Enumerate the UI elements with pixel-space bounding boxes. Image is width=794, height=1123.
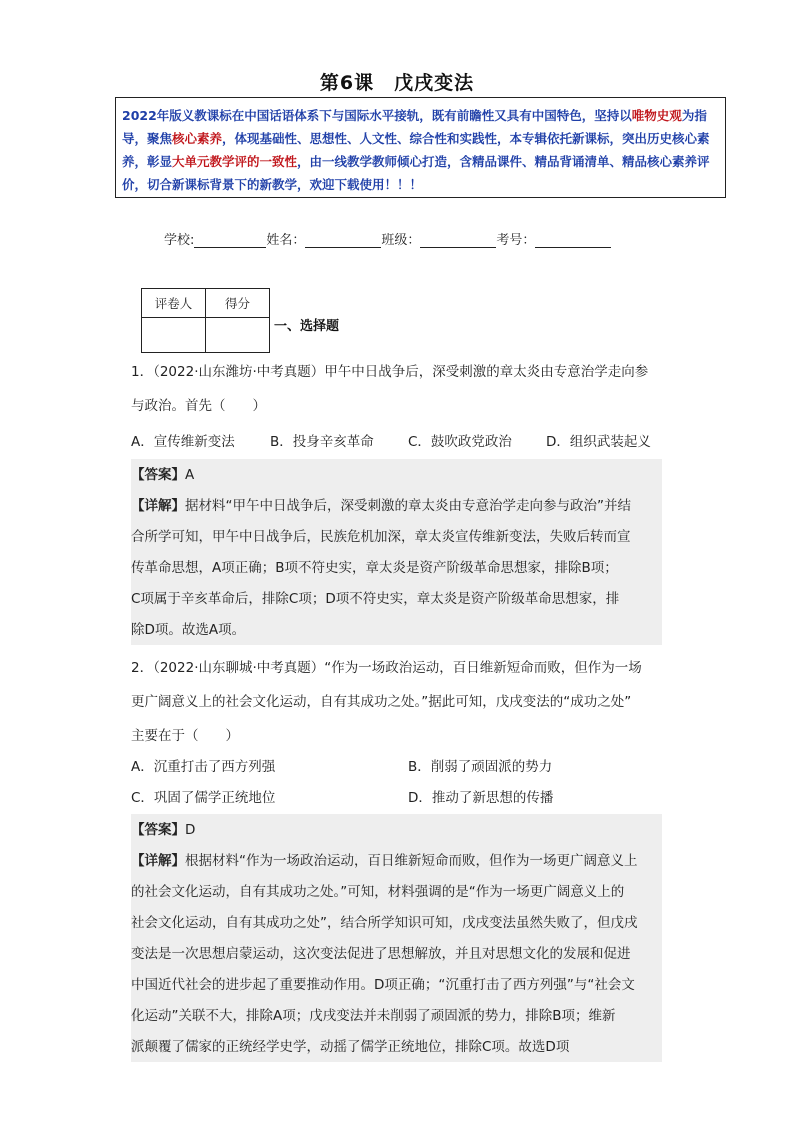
student-info-line <box>164 229 611 248</box>
q2-detail-line-7: 派颠覆了儒家的正统经学史学，动摇了儒学正统地位，排除C项。故选D项 <box>131 1039 570 1055</box>
q1-stem-line-1: 1．（2022·山东潍坊·中考真题）甲午中日战争后，深受刺激的章太炎由专意治学走向参 <box>131 364 649 380</box>
q2-detail-text-1: 根据材料“作为一场政治运动，百日维新短命而败，但作为一场更广阔意义上 <box>185 853 638 869</box>
q1-stem-line-2: 与政治。首先（ ） <box>131 398 266 414</box>
q2-detail-line-1 <box>131 851 638 871</box>
q2-option-c[interactable]: C．巩固了儒学正统地位 <box>131 790 276 806</box>
q1-answer-value: A <box>185 467 195 483</box>
class-field[interactable] <box>420 233 496 248</box>
q1-detail-line-1 <box>131 496 631 516</box>
q2-option-a[interactable]: A．沉重打击了西方列强 <box>131 759 276 775</box>
page-title: 第6课 戊戌变法 <box>319 72 475 94</box>
class-label: 班级： <box>381 233 421 248</box>
exam-no-label: 考号： <box>496 233 536 248</box>
promo-highlight-core-literacy: 核心素养 <box>172 131 223 146</box>
q2-stem-line-3: 主要在于（ ） <box>131 728 239 744</box>
score-header: 得分 <box>206 289 270 318</box>
q1-detail-label: 【详解】 <box>131 498 185 514</box>
promo-banner <box>115 97 726 198</box>
q2-answer <box>131 820 195 840</box>
q1-detail-line-3: 传革命思想，A项正确；B项不符史实，章太炎是资产阶级革命思想家，排除B项； <box>131 560 618 576</box>
q2-option-d[interactable]: D．推动了新思想的传播 <box>408 790 554 806</box>
q1-detail-line-2: 合所学可知，甲午中日战争后，民族危机加深，章太炎宣传维新变法，失败后转而宣 <box>131 529 631 545</box>
score-cell[interactable] <box>206 318 270 353</box>
q1-option-b[interactable]: B．投身辛亥革命 <box>270 434 374 450</box>
school-field[interactable] <box>194 233 266 248</box>
q2-option-b[interactable]: B．削弱了顽固派的势力 <box>408 759 553 775</box>
score-table <box>141 288 270 353</box>
promo-highlight-unit-consistency: 大单元教学评的一致性 <box>172 154 298 169</box>
promo-text-3: ，体现基础性、思想性、人文性、综合性和实践性，本专辑依托新课标，突出历史核心素养，彰显 <box>122 131 710 169</box>
q1-option-a[interactable]: A．宣传维新变法 <box>131 434 235 450</box>
promo-highlight-materialism: 唯物史观 <box>631 108 682 123</box>
section-title: 一、选择题 <box>274 319 340 334</box>
q2-detail-line-5: 中国近代社会的进步起了重要推动作用。D项正确；“沉重打击了西方列强”与“社会文 <box>131 977 635 993</box>
q1-option-c[interactable]: C．鼓吹政党政治 <box>408 434 512 450</box>
name-field[interactable] <box>305 233 381 248</box>
school-label: 学校: <box>164 233 195 248</box>
q2-stem-line-1: 2．（2022·山东聊城·中考真题）“作为一场政治运动，百日维新短命而败，但作为一场 <box>131 660 642 676</box>
q2-detail-label: 【详解】 <box>131 853 185 869</box>
q1-detail-text-1: 据材料“甲午中日战争后，深受刺激的章太炎由专意治学走向参与政治”并结 <box>185 498 631 514</box>
promo-text-2: 为指导，聚焦 <box>122 108 707 146</box>
reviewer-header: 评卷人 <box>142 289 206 318</box>
q1-answer-label: 【答案】 <box>131 467 185 483</box>
q2-answer-value: D <box>185 822 196 838</box>
reviewer-cell[interactable] <box>142 318 206 353</box>
q1-option-d[interactable]: D．组织武装起义 <box>546 434 651 450</box>
q2-detail-line-3: 社会文化运动，自有其成功之处”，结合所学知识可知，戊戌变法虽然失败了，但戊戌 <box>131 915 638 931</box>
exam-no-field[interactable] <box>535 233 611 248</box>
q2-detail-line-2: 的社会文化运动，自有其成功之处。”可知，材料强调的是“作为一场更广阔意义上的 <box>131 884 625 900</box>
name-label: 姓名： <box>266 233 306 248</box>
q1-answer <box>131 465 194 485</box>
promo-text-1: 2022年版义教课标在中国话语体系下与国际水平接轨，既有前瞻性又具有中国特色，坚持以 <box>122 108 632 123</box>
q2-detail-line-4: 变法是一次思想启蒙运动，这次变法促进了思想解放，并且对思想文化的发展和促进 <box>131 946 631 962</box>
q1-answer-box <box>131 459 662 645</box>
q2-detail-line-6: 化运动”关联不大，排除A项；戊戌变法并未削弱了顽固派的势力，排除B项；维新 <box>131 1008 616 1024</box>
q1-detail-line-4: C项属于辛亥革命后，排除C项；D项不符史实，章太炎是资产阶级革命思想家，排 <box>131 591 620 607</box>
q2-stem-line-2: 更广阔意义上的社会文化运动，自有其成功之处。”据此可知，戊戌变法的“成功之处” <box>131 694 632 710</box>
q1-detail-line-5: 除D项。故选A项。 <box>131 622 246 638</box>
q2-answer-label: 【答案】 <box>131 822 185 838</box>
promo-text-4: ，由一线教学教师倾心打造，含精品课件、精品背诵清单、精品核心素养评价，切合新课标背景下的新教学，欢迎下载使用！！！ <box>122 154 710 192</box>
